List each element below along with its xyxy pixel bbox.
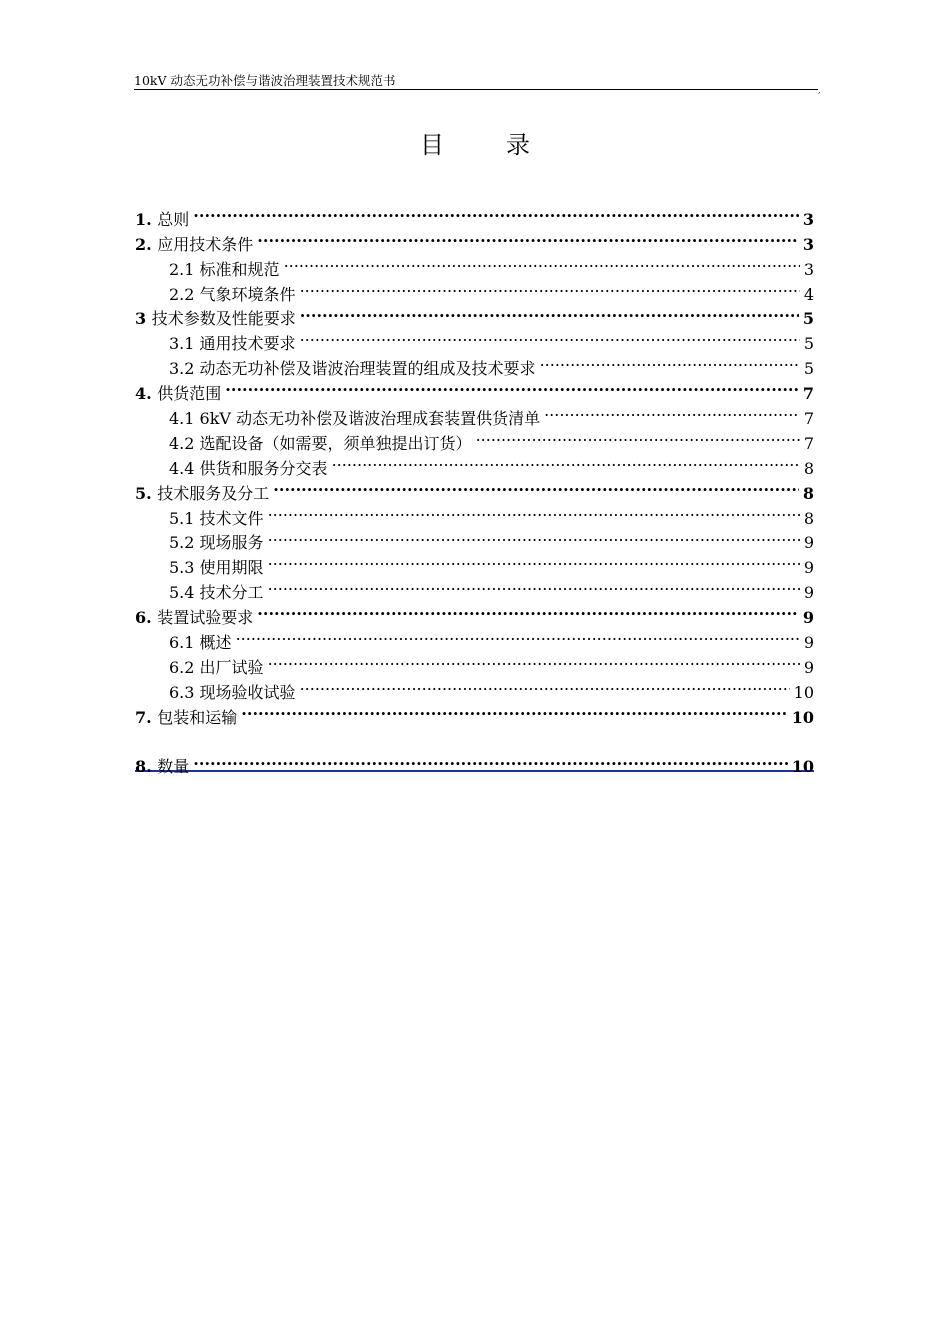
toc-page-number: 3 xyxy=(803,259,814,279)
toc-leader xyxy=(300,673,790,698)
toc-leader xyxy=(284,250,800,275)
toc-page-number: 5 xyxy=(803,334,814,354)
toc-leader xyxy=(476,424,800,449)
toc-item-5[interactable]: 5. 技术服务及分工 ..... 8 xyxy=(135,474,814,499)
page-header xyxy=(134,72,818,90)
toc-item-4-2[interactable]: 4.2 选配设备（如需要，须单独提出订货） ..... 7 xyxy=(135,424,814,449)
toc-item-6-2[interactable]: 6.2 出厂试验 ..... 9 xyxy=(135,648,814,673)
toc-page-number: 5 xyxy=(802,309,814,329)
page-title: 目录 xyxy=(420,131,592,159)
toc-item-2-2[interactable]: 2.2 气象环境条件 ..... 4 xyxy=(135,275,814,300)
toc-leader xyxy=(193,200,799,225)
toc-item-6-1[interactable]: 6.1 概述 ..... 9 xyxy=(135,623,814,648)
toc-item-5-3[interactable]: 5.3 使用期限 ..... 9 xyxy=(135,548,814,573)
toc-page-number: 10 xyxy=(793,682,814,702)
toc-item-8[interactable]: 8. 数量 ..... 10 xyxy=(135,748,814,773)
toc-item-6-3[interactable]: 6.3 现场验收试验 ..... 10 xyxy=(135,673,814,698)
toc-item-7[interactable]: 7. 包装和运输 ..... 10 xyxy=(135,698,814,723)
toc-page-number: 8 xyxy=(803,508,814,528)
toc-page-number: 8 xyxy=(803,458,814,478)
toc-page-number: 10 xyxy=(791,707,814,727)
toc-page-number: 7 xyxy=(803,409,814,429)
toc-leader xyxy=(268,499,800,524)
toc-page-number: 3 xyxy=(802,234,814,254)
toc-leader xyxy=(257,225,799,250)
toc-item-3[interactable]: 3 技术参数及性能要求 ..... 5 xyxy=(135,300,814,325)
toc-item-4-4[interactable]: 4.4 供货和服务分交表 ..... 8 xyxy=(135,449,814,474)
toc-item-2-1[interactable]: 2.1 标准和规范 ..... 3 xyxy=(135,250,814,275)
toc-item-1[interactable]: 1. 总则 ..... 3 xyxy=(135,200,814,225)
toc-page-number: 4 xyxy=(803,284,814,304)
toc-leader xyxy=(193,748,787,773)
toc-item-3-1[interactable]: 3.1 通用技术要求 ..... 5 xyxy=(135,324,814,349)
toc-page-number: 7 xyxy=(803,433,814,453)
toc-leader xyxy=(332,449,800,474)
toc-page-number: 9 xyxy=(803,583,814,603)
toc-leader xyxy=(273,474,799,499)
toc-leader xyxy=(257,598,799,623)
toc-leader xyxy=(268,548,800,573)
toc-leader xyxy=(540,349,800,374)
toc-item-3-2[interactable]: 3.2 动态无功补偿及谐波治理装置的组成及技术要求 ..... 5 xyxy=(135,349,814,374)
toc-page-number: 10 xyxy=(791,757,814,777)
toc-leader xyxy=(236,623,800,648)
toc-item-4-1[interactable]: 4.1 6kV 动态无功补偿及谐波治理成套装置供货清单 ..... 7 xyxy=(135,399,814,424)
toc-item-6[interactable]: 6. 装置试验要求 ..... 9 xyxy=(135,598,814,623)
toc-page-number: 7 xyxy=(802,384,814,404)
toc-item-5-2[interactable]: 5.2 现场服务 ..... 9 xyxy=(135,524,814,549)
toc-page-number: 9 xyxy=(803,533,814,553)
toc-leader xyxy=(300,300,799,325)
toc-leader xyxy=(544,399,800,424)
toc-leader xyxy=(300,324,800,349)
toc-page-number: 9 xyxy=(803,558,814,578)
header-mark: , xyxy=(818,86,821,95)
toc-leader xyxy=(268,573,800,598)
toc-page-number: 3 xyxy=(802,209,814,229)
toc-leader xyxy=(300,275,800,300)
toc-leader xyxy=(268,524,800,549)
toc-page-number: 9 xyxy=(803,657,814,677)
toc-item-2[interactable]: 2. 应用技术条件 ..... 3 xyxy=(135,225,814,250)
toc-leader xyxy=(241,698,787,723)
toc-item-4[interactable]: 4. 供货范围 ..... 7 xyxy=(135,374,814,399)
toc-page-number: 9 xyxy=(803,633,814,653)
toc-item-5-1[interactable]: 5.1 技术文件 ..... 8 xyxy=(135,499,814,524)
toc-page-number: 5 xyxy=(803,359,814,379)
toc-page-number: 8 xyxy=(802,483,814,503)
toc-leader xyxy=(268,648,800,673)
toc-leader xyxy=(225,374,799,399)
header-text: 10kV 动态无功补偿与谐波治理装置技术规范书 xyxy=(134,73,396,88)
toc-page-number: 9 xyxy=(802,608,814,628)
table-of-contents xyxy=(135,200,814,777)
toc-item-5-4[interactable]: 5.4 技术分工 ..... 9 xyxy=(135,573,814,598)
